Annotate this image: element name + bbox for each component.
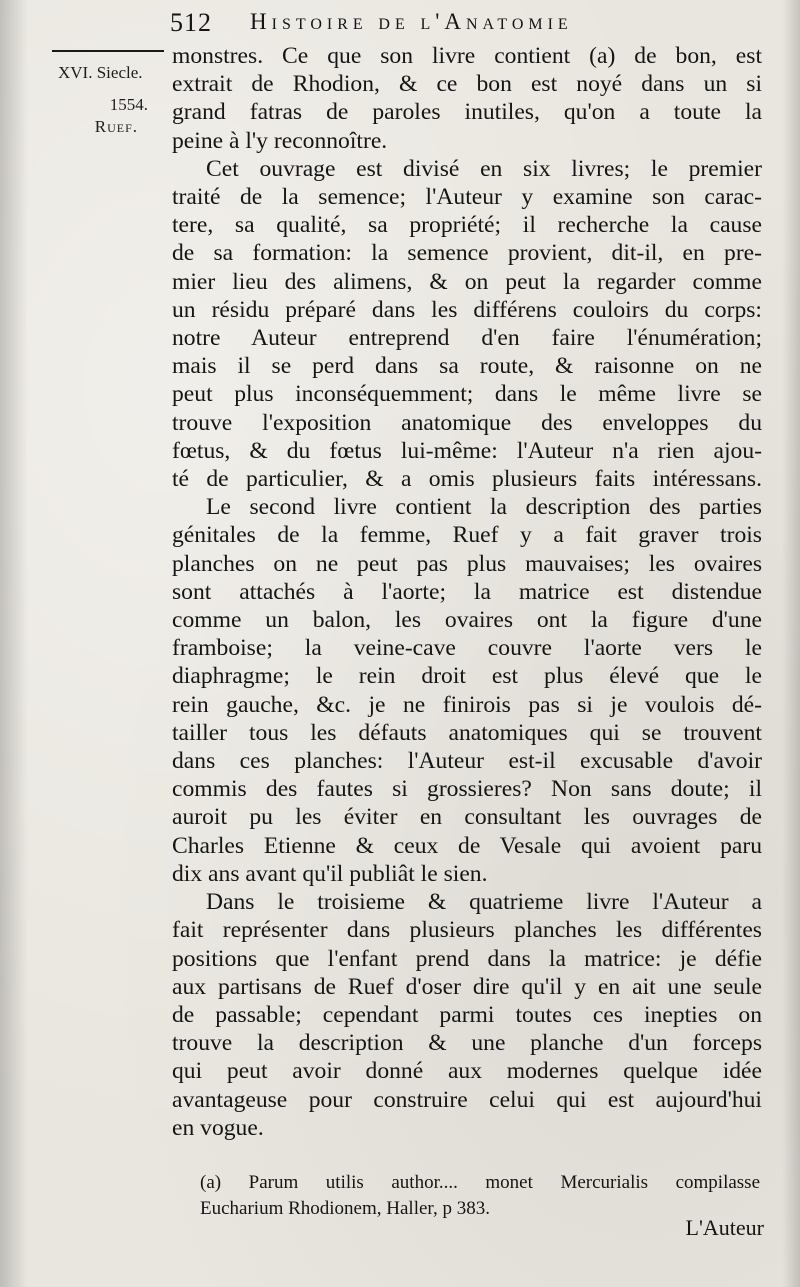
text-line: tailler tous les défauts anatomiques qui se trouvent <box>172 719 762 746</box>
footnote-line: (a) Parum utilis author.... monet Mercurialis compilasse <box>200 1172 760 1193</box>
page-number: 512 <box>170 8 212 37</box>
text-line: peine à l'y reconnoître. <box>172 127 388 154</box>
margin-rule <box>52 50 164 52</box>
text-line: de sa formation: la semence provient, dit-il, en pre- <box>172 240 762 267</box>
text-line: positions que l'enfant prend dans la matrice: je défie <box>172 945 762 972</box>
text-line: planches on ne peut pas plus mauvaises; les ovaires <box>172 550 762 577</box>
text-line: rein gauche, &c. je ne finirois pas si je voulois dé- <box>172 691 762 718</box>
text-line: un résidu préparé dans les différens couloirs du corps: <box>172 296 762 323</box>
text-line: dix ans avant qu'il publiât le sien. <box>172 860 488 887</box>
text-line: Cet ouvrage est divisé en six livres; le premier <box>206 155 762 182</box>
text-line: mais il se perd dans sa route, & raisonne on ne <box>172 353 762 380</box>
text-line: auroit pu les éviter en consultant les ouvrages de <box>172 804 762 831</box>
text-line: de passable; cependant parmi toutes ces inepties on <box>172 1001 762 1028</box>
margin-note-year: 1554. <box>109 95 148 114</box>
text-line: dans ces planches: l'Auteur est-il excusable d'avoir <box>172 748 762 775</box>
text-line: trouve l'exposition anatomique des enveloppes du <box>172 409 762 436</box>
text-line: tere, sa qualité, sa propriété; il recherche la cause <box>172 212 762 239</box>
text-line: Charles Etienne & ceux de Vesale qui avoient paru <box>172 832 762 859</box>
text-line: framboise; la veine-cave couvre l'aorte vers le <box>172 635 762 662</box>
footnote <box>200 1170 760 1222</box>
text-line: qui peut avoir donné aux modernes quelque idée <box>172 1058 762 1085</box>
text-line: en vogue. <box>172 1114 264 1141</box>
text-line: peut plus inconséquemment; dans le même livre se <box>172 381 762 408</box>
text-line: sont attachés à l'aorte; la matrice est distendue <box>172 578 762 605</box>
footnote-line: Eucharium Rhodionem, Haller, p 383. <box>200 1198 490 1219</box>
text-line: trouve la description & une planche d'un forceps <box>172 1030 762 1057</box>
text-line: notre Auteur entreprend d'en faire l'énumération; <box>172 325 762 352</box>
running-head <box>170 8 770 42</box>
text-line: grand fatras de paroles inutiles, qu'on a toute la <box>172 99 762 126</box>
text-line: Le second livre contient la description des parties <box>206 494 762 521</box>
text-line: diaphragme; le rein droit est plus élevé que le <box>172 663 762 690</box>
text-line: comme un balon, les ovaires ont la figure d'une <box>172 607 762 634</box>
text-line: aux partisans de Ruef d'oser dire qu'il y en ait une seule <box>172 973 762 1000</box>
text-line: génitales de la femme, Ruef y a fait graver trois <box>172 522 762 549</box>
text-line: extrait de Rhodion, & ce bon est noyé dans un si <box>172 71 762 98</box>
text-line: commis des fautes si grossieres? Non sans doute; il <box>172 776 762 803</box>
text-line: Dans le troisieme & quatrieme livre l'Auteur a <box>206 889 762 916</box>
text-line: monstres. Ce que son livre contient (a) de bon, est <box>172 43 762 69</box>
catchword: L'Auteur <box>685 1215 764 1240</box>
running-title: Histoire de l'Anatomie <box>250 9 573 34</box>
text-line: fait représenter dans plusieurs planches les différentes <box>172 917 762 944</box>
margin-notes <box>40 62 170 138</box>
text-line: mier lieu des alimens, & on peut la regarder comme <box>172 268 762 295</box>
main-text <box>172 42 762 1142</box>
margin-note-author: Ruef. <box>94 117 138 136</box>
text-line: avantageuse pour construire celui qui est aujourd'hui <box>172 1086 762 1113</box>
text-line: fœtus, & du fœtus lui-même: l'Auteur n'a rien ajou- <box>172 437 762 464</box>
text-line: traité de la semence; l'Auteur y examine son carac- <box>172 184 762 211</box>
margin-note-century: XVI. Siecle. <box>58 63 143 82</box>
text-line: té de particulier, & a omis plusieurs faits intéressans. <box>172 466 762 493</box>
